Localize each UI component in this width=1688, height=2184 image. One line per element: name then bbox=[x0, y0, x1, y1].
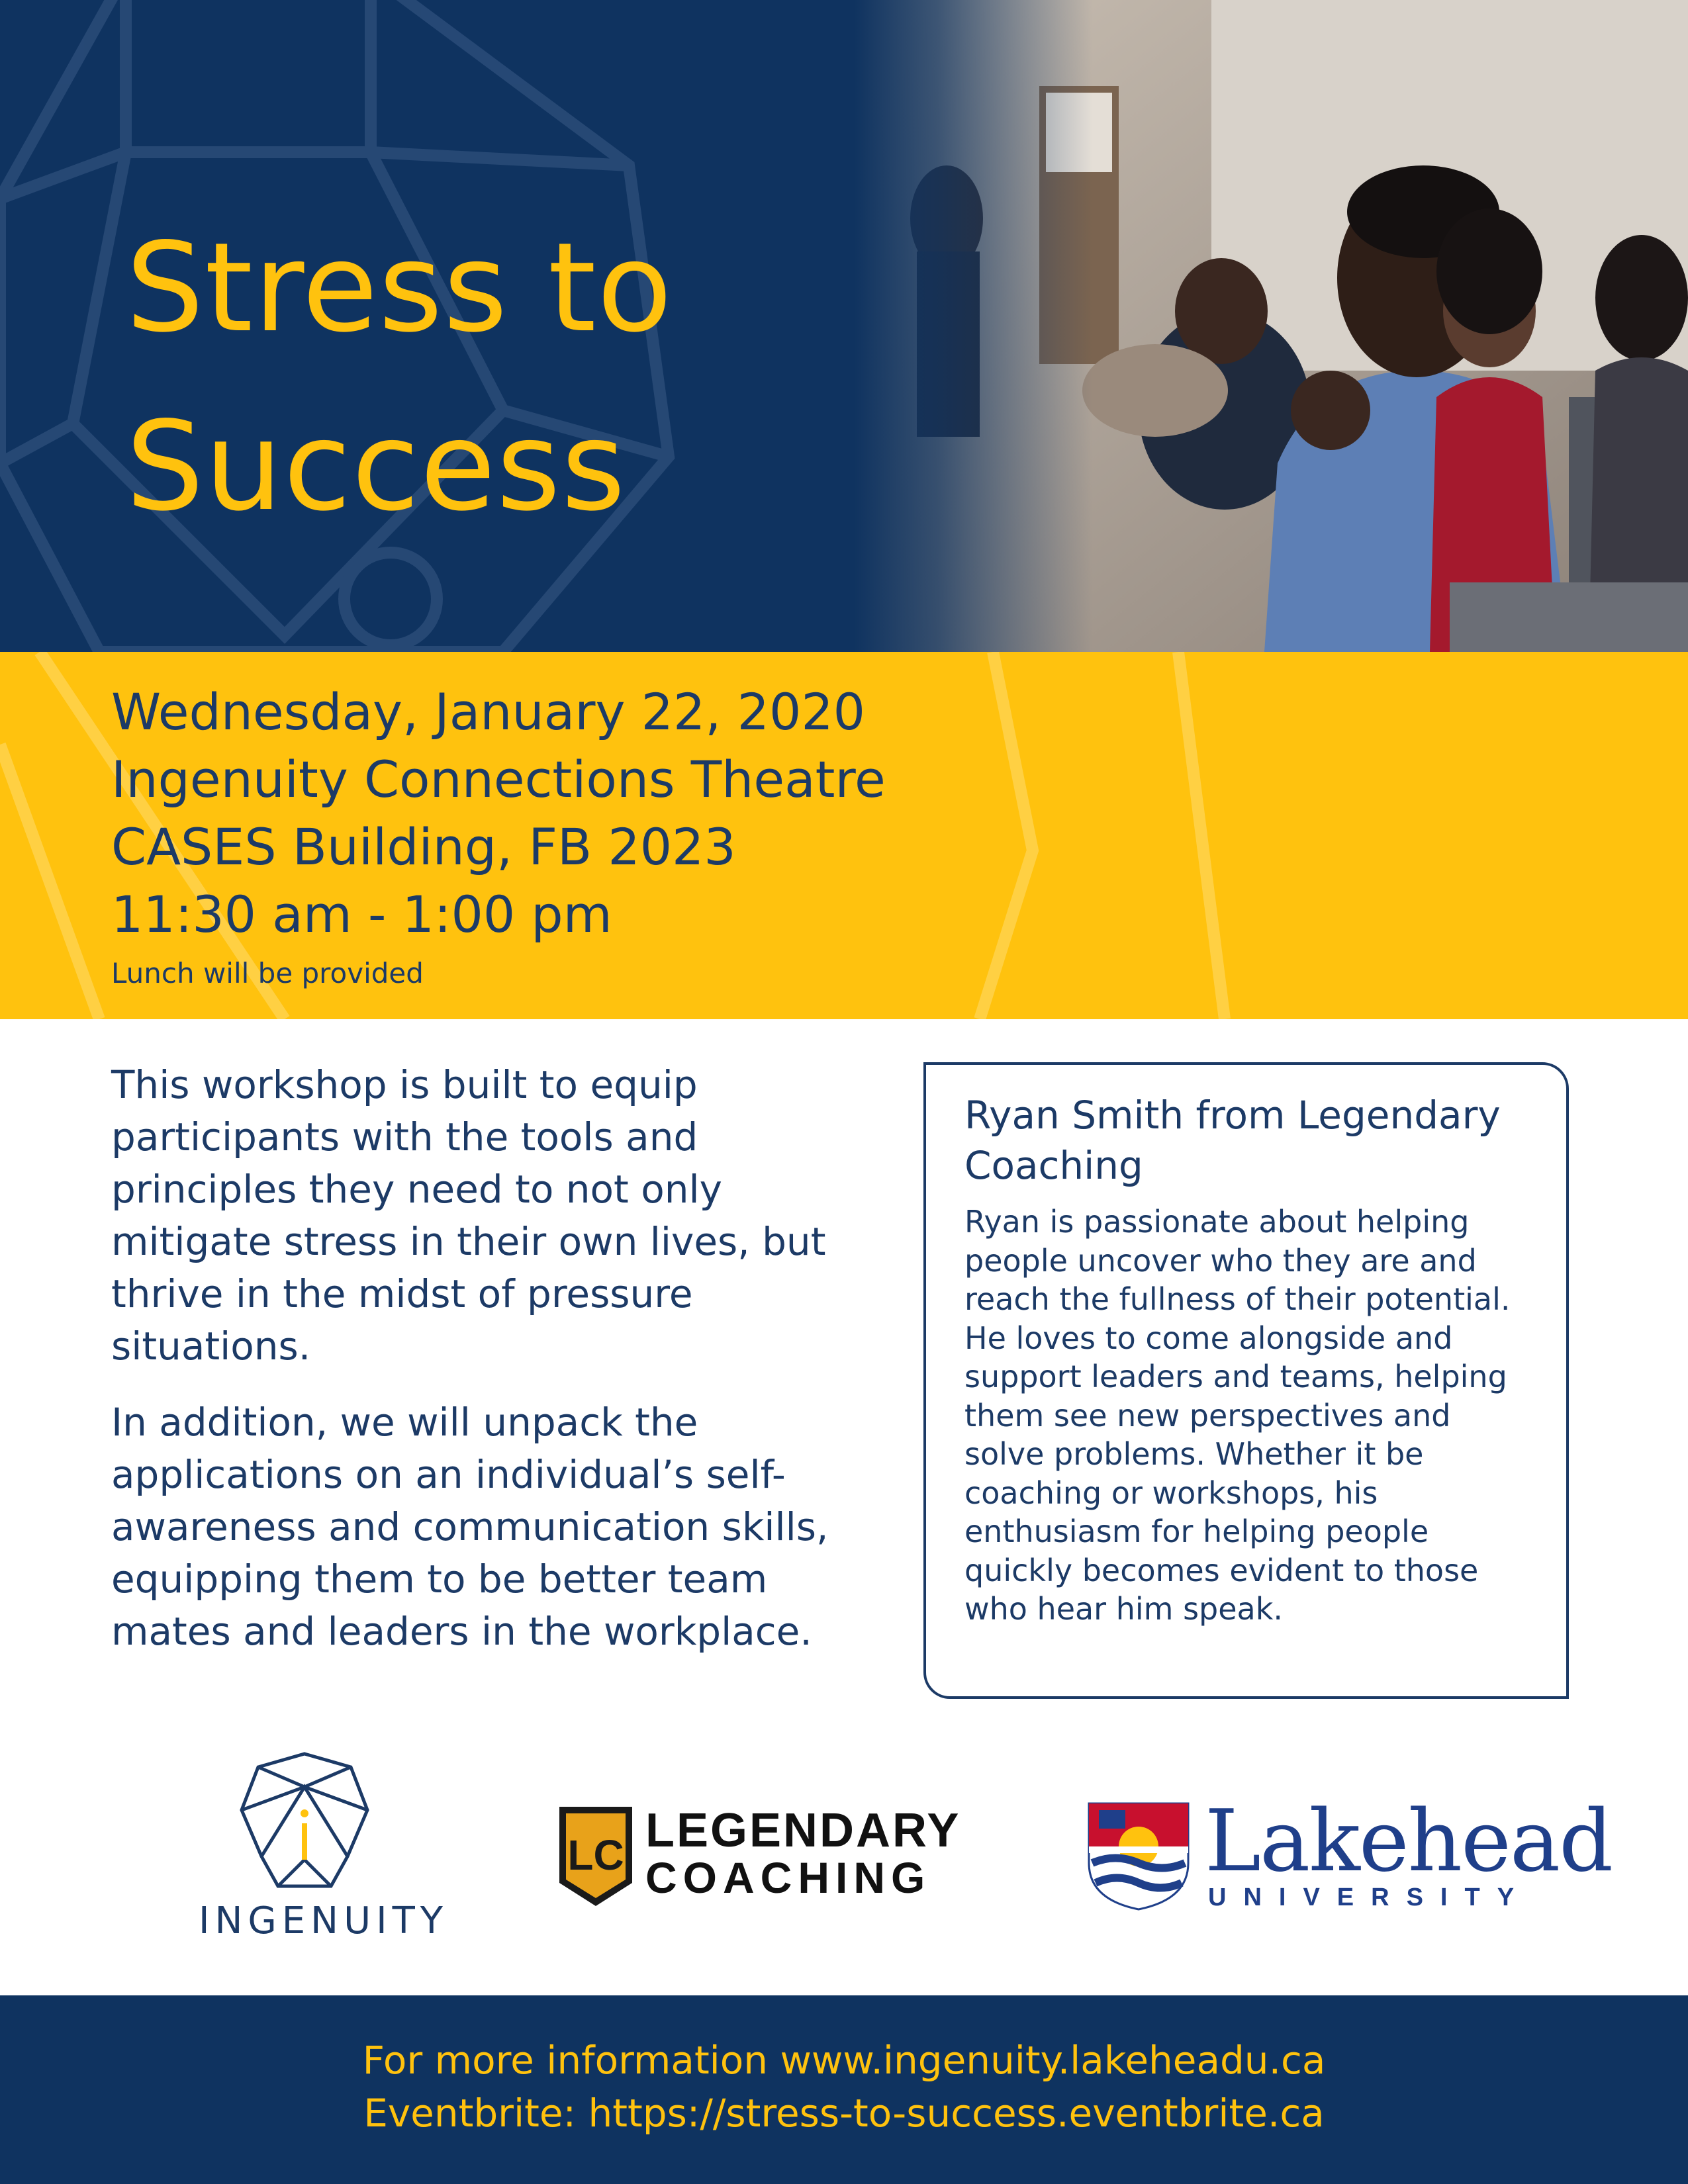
audience-photo bbox=[854, 0, 1688, 652]
more-info-link[interactable]: For more information www.ingenuity.lakeheadu.ca bbox=[362, 2038, 1326, 2083]
speaker-bio-box bbox=[923, 1062, 1569, 1699]
coaching-wordmark: COACHING bbox=[645, 1853, 931, 1902]
legendary-coaching-logo bbox=[556, 1803, 980, 1909]
description-paragraph-2: In addition, we will unpack the applications on an individual’s self-awareness and communication skills, equipping them to be better team mates and leaders in the workplace. bbox=[111, 1400, 829, 1654]
sponsor-logos bbox=[0, 1747, 1688, 1946]
speaker-heading: Ryan Smith from Legendary Coaching bbox=[964, 1093, 1501, 1188]
description-paragraph-1: This workshop is built to equip participants with the tools and principles they need to not only mitigate stress in their own lives, but thrive in the midst of pressure situations. bbox=[111, 1062, 826, 1369]
eventbrite-link[interactable]: Eventbrite: https://stress-to-success.eventbrite.ca bbox=[363, 2091, 1325, 2136]
ingenuity-logo bbox=[199, 1747, 448, 1946]
lunch-note: Lunch will be provided bbox=[111, 957, 424, 989]
title-line-2: Success bbox=[126, 394, 626, 538]
lakehead-university-logo bbox=[1086, 1792, 1613, 1919]
lc-shield-icon bbox=[556, 1803, 635, 1909]
event-time: 11:30 am - 1:00 pm bbox=[111, 885, 612, 944]
ingenuity-lightbulb-icon bbox=[199, 1747, 410, 1899]
hero-banner bbox=[0, 0, 1688, 652]
event-title bbox=[126, 199, 673, 556]
event-venue: Ingenuity Connections Theatre bbox=[111, 750, 886, 809]
lakehead-crest-icon bbox=[1086, 1800, 1192, 1913]
event-info-band bbox=[0, 652, 1688, 1019]
university-wordmark: UNIVERSITY bbox=[1208, 1884, 1532, 1911]
event-building: CASES Building, FB 2023 bbox=[111, 817, 736, 876]
legendary-wordmark: LEGENDARY bbox=[645, 1804, 961, 1857]
speaker-bio-text: Ryan is passionate about helping people uncover who they are and reach the fullness of their potential. He loves to come alongside and support leaders and teams, helping them see new perspectives and solve problems. Whether it be coaching or workshops, his enthusiasm for helping people quickly becomes evident to those who hear him speak. bbox=[964, 1204, 1511, 1627]
ingenuity-wordmark: INGENUITY bbox=[199, 1899, 448, 1942]
workshop-description bbox=[111, 1059, 866, 1682]
event-date: Wednesday, January 22, 2020 bbox=[111, 682, 866, 741]
lc-monogram: LC bbox=[567, 1831, 624, 1879]
title-line-1: Stress to bbox=[126, 216, 673, 359]
lakehead-wordmark: Lakehead bbox=[1205, 1792, 1613, 1891]
footer bbox=[0, 1995, 1688, 2184]
